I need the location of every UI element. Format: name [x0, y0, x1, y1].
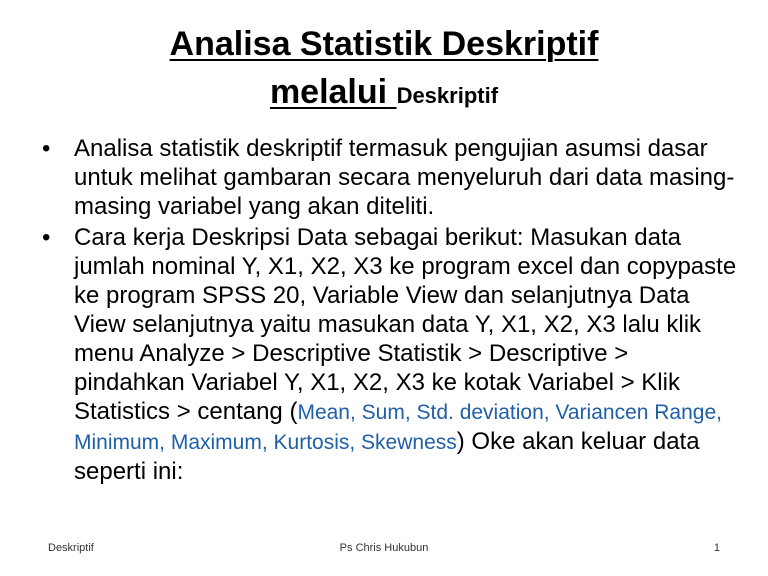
bullet-text-1: Analisa statistik deskriptif termasuk pengujian asumsi dasar untuk melihat gambaran secara menyeluruh dari data masing-masing variabel yang akan diteliti. [74, 135, 735, 220]
bullet-text-2-after: ) Oke akan keluar data seperti ini: [74, 428, 700, 485]
title-line-2 [60, 68, 708, 120]
bullet-text-2 [74, 224, 736, 485]
footer-left: Deskriptif [48, 542, 94, 554]
footer-center: Ps Chris Hukubun [339, 542, 429, 554]
title-line-2-small: Deskriptif [396, 83, 499, 108]
title-line-1: Analisa Statistik Deskriptif [169, 25, 599, 63]
bullet-dot-icon: • [42, 135, 51, 162]
bullet-item-1 [40, 134, 740, 221]
bullet-text-2-before: Cara kerja Deskripsi Data sebagai berikut: Masukan data jumlah nominal Y, X1, X2, X3 ke program excel dan copypaste ke program SPSS 20, Variable View dan selanjutnya Data View selanjutnya yaitu masukan data Y, X1, X2, X3 lalu klik menu Analyze > Descriptive Statistik > Descriptive > pindahkan Variabel Y, X1, X2, X3 ke kotak Variabel > Klik Statistics > centang ( [74, 224, 737, 425]
bullet-item-2 [40, 223, 740, 486]
title-underline-gap [387, 73, 396, 111]
title-line-2-main: melalui [269, 73, 388, 111]
bullet-dot-icon: • [42, 224, 51, 251]
footer-page-number: 1 [713, 542, 720, 554]
slide-body [40, 134, 740, 488]
slide-title [60, 20, 708, 120]
bullet-text-2-highlight: Mean, Sum, Std. deviation, Variancen Range, Minimum, Maximum, Kurtosis, Skewness [74, 401, 722, 454]
